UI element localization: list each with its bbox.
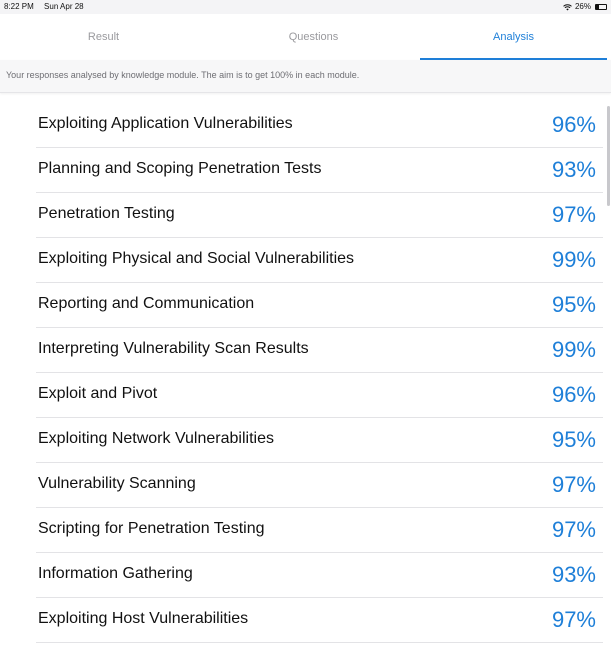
module-name: Information Gathering <box>38 565 193 582</box>
module-name: Exploiting Network Vulnerabilities <box>38 430 274 447</box>
module-row[interactable] <box>0 418 611 463</box>
module-row[interactable] <box>0 373 611 418</box>
module-name: Exploiting Application Vulnerabilities <box>38 115 293 132</box>
module-row[interactable] <box>0 328 611 373</box>
module-row[interactable] <box>0 148 611 193</box>
module-row[interactable] <box>0 598 611 643</box>
module-name: Planning and Scoping Penetration Tests <box>38 160 322 177</box>
module-name: Exploiting Physical and Social Vulnerabilities <box>38 250 355 267</box>
module-score: 99% <box>551 337 596 362</box>
module-name: Exploiting Host Vulnerabilities <box>38 610 249 627</box>
status-date: Sun Apr 28 <box>44 2 84 11</box>
tab-questions[interactable]: Questions <box>288 31 339 43</box>
module-row[interactable] <box>0 508 611 553</box>
module-score: 97% <box>551 202 596 227</box>
battery-percent: 26% <box>574 2 591 11</box>
module-row[interactable] <box>0 238 611 283</box>
module-row[interactable] <box>0 463 611 508</box>
module-score: 95% <box>551 292 596 317</box>
module-row[interactable] <box>0 193 611 238</box>
module-score: 96% <box>551 112 596 137</box>
status-bar <box>0 0 611 14</box>
tab-bar <box>0 14 611 60</box>
module-score: 93% <box>551 157 596 182</box>
module-name: Exploit and Pivot <box>38 385 158 402</box>
module-row[interactable] <box>0 103 611 148</box>
status-time: 8:22 PM <box>4 2 34 11</box>
module-score: 96% <box>551 382 596 407</box>
module-score: 97% <box>551 607 596 632</box>
tab-analysis[interactable]: Analysis <box>493 31 534 43</box>
analysis-description-text: Your responses analysed by knowledge module. The aim is to get 100% in each module. <box>6 70 360 80</box>
module-name: Reporting and Communication <box>38 295 255 312</box>
module-row[interactable] <box>0 553 611 598</box>
module-score-list <box>0 103 611 643</box>
module-name: Interpreting Vulnerability Scan Results <box>38 340 309 357</box>
module-name: Vulnerability Scanning <box>38 475 196 492</box>
battery-icon <box>595 4 607 10</box>
module-score: 97% <box>551 517 596 542</box>
module-score: 97% <box>551 472 596 497</box>
module-score: 93% <box>551 562 596 587</box>
scrollbar[interactable] <box>607 106 610 206</box>
tab-result[interactable]: Result <box>87 31 120 43</box>
module-name: Scripting for Penetration Testing <box>38 520 265 537</box>
wifi-icon <box>563 4 572 11</box>
module-name: Penetration Testing <box>38 205 175 222</box>
module-row[interactable] <box>0 283 611 328</box>
module-score: 95% <box>551 427 596 452</box>
analysis-description <box>0 60 611 93</box>
module-score: 99% <box>551 247 596 272</box>
